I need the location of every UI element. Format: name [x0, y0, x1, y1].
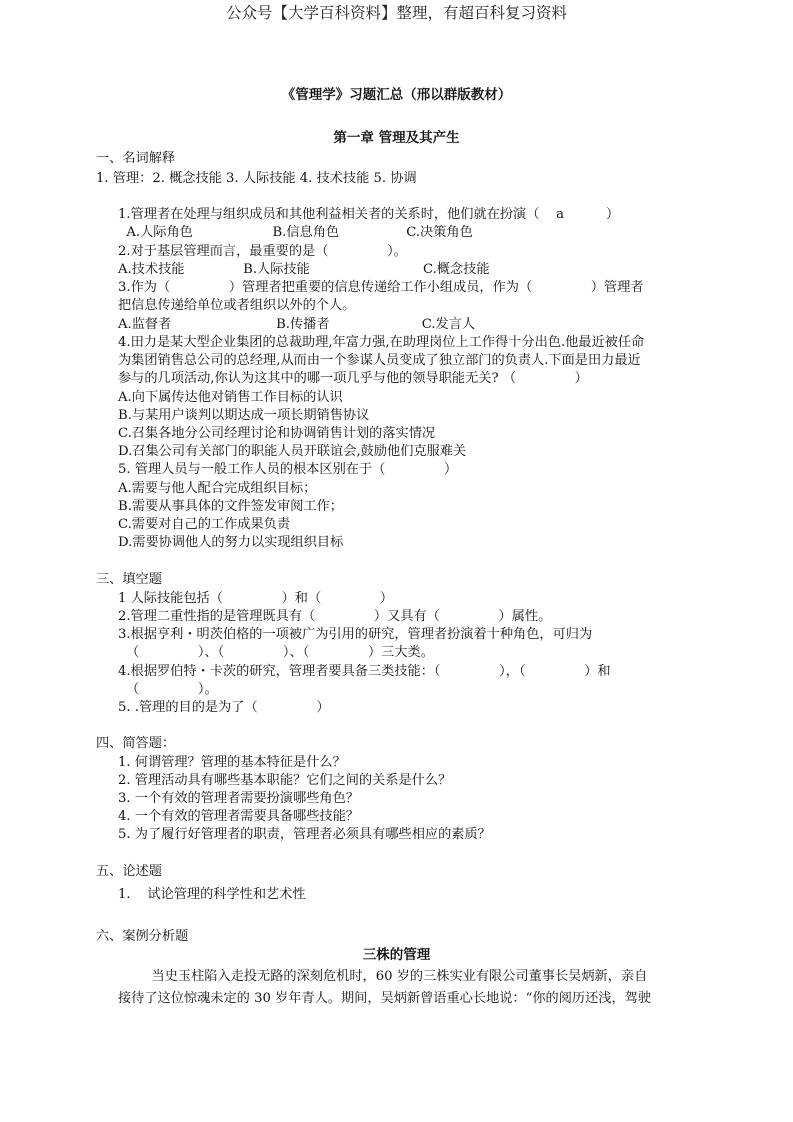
- mc-line: A.技术技能 B.人际技能 C.概念技能: [118, 262, 490, 277]
- case-paragraph-line: 接待了这位惊魂未定的 30 岁年青人。期间，吴炳新曾语重心长地说：“你的阅历还浅，驾驶: [118, 991, 652, 1006]
- mc-line: A.需要与他人配合完成组织目标；: [118, 481, 317, 496]
- mc-line: 参与的几项活动,你认为这其中的哪一项几乎与他的领导职能无关? （ ）: [118, 371, 588, 386]
- mc-line: A.向下属传达他对销售工作目标的认识: [118, 390, 343, 405]
- case-paragraph-line: 当史玉柱陷入走投无路的深刻危机时，60 岁的三株实业有限公司董事长吴炳新，亲自: [118, 969, 648, 984]
- fill-line: 4.根据罗伯特・卡茨的研究，管理者要具备三类技能：（ ），（ ）和: [118, 664, 611, 679]
- essay-line: 1. 试论管理的科学性和艺术性: [118, 887, 306, 902]
- short-answer-line: 4. 一个有效的管理者需要具备哪些技能？: [118, 809, 359, 824]
- page-header: 公众号【大学百科资料】整理，有超百科复习资料: [225, 4, 567, 22]
- section-heading-essay: 五、论述题: [96, 864, 162, 879]
- section-heading-fill: 三、填空题: [96, 572, 162, 587]
- mc-line: 5. 管理人员与一般工作人员的根本区别在于（ ）: [118, 462, 458, 477]
- fill-line: 5. .管理的目的是为了（ ）: [118, 700, 330, 715]
- short-answer-line: 3. 一个有效的管理者需要扮演哪些角色？: [118, 791, 359, 806]
- mc-line: 3.作为（ ）管理者把重要的信息传递给工作小组成员，作为（ ）管理者: [118, 280, 644, 295]
- short-answer-line: 1. 何谓管理？管理的基本特征是什么？: [118, 755, 346, 770]
- mc-line: B.与某用户谈判以期达成一项长期销售协议: [118, 408, 370, 423]
- mc-line: D.召集公司有关部门的职能人员开联谊会,鼓励他们克服难关: [118, 444, 467, 459]
- mc-line: 把信息传递给单位或者组织以外的个人。: [118, 298, 356, 313]
- mc-line: C.需要对自己的工作成果负责: [118, 517, 291, 532]
- fill-line: 1 人际技能包括（ ）和（ ）: [118, 591, 394, 606]
- mc-line: 4.田力是某大型企业集团的总裁助理,年富力强,在助理岗位上工作得十分出色.他最近被任命: [118, 335, 645, 350]
- fill-line: 3.根据亨利・明茨伯格的一项被广为引用的研究，管理者扮演着十种角色，可归为: [118, 627, 593, 642]
- mc-line: 1.管理者在处理与组织成员和其他利益相关者的关系时，他们就在扮演（ a ）: [118, 207, 620, 222]
- short-answer-line: 5. 为了履行好管理者的职责，管理者必须具有哪些相应的素质？: [118, 827, 491, 842]
- terms-list: 1. 管理：2. 概念技能 3. 人际技能 4. 技术技能 5. 协调: [96, 171, 417, 186]
- mc-line: 为集团销售总公司的总经理,从而由一个参谋人员变成了独立部门的负责人.下面是田力最近: [118, 353, 641, 368]
- section-heading-terms: 一、名词解释: [96, 151, 176, 166]
- document-title: 《管理学》习题汇总（邢以群版教材）: [281, 87, 512, 103]
- section-heading-case: 六、案例分析题: [96, 929, 189, 944]
- short-answer-line: 2. 管理活动具有哪些基本职能？它们之间的关系是什么？: [118, 773, 452, 788]
- fill-line: （ ）、（ ）、（ ）三大类。: [126, 645, 434, 660]
- fill-line: 2.管理二重性指的是管理既具有（ ）又具有（ ）属性。: [118, 609, 552, 624]
- mc-line: D.需要协调他人的努力以实现组织目标: [118, 535, 344, 550]
- mc-line: 2.对于基层管理而言，最重要的是（ ）。: [118, 244, 407, 259]
- fill-line: （ ）。: [126, 682, 218, 697]
- mc-line: C.召集各地分公司经理讨论和协调销售计划的落实情况: [118, 426, 436, 441]
- mc-line: A.监督者 B.传播者 C.发言人: [118, 317, 476, 332]
- mc-line: B.需要从事具体的文件签发审阅工作；: [118, 499, 343, 514]
- chapter-title: 第一章 管理及其产生: [333, 130, 460, 146]
- case-title: 三株的管理: [362, 947, 431, 963]
- section-heading-short-answer: 四、简答题：: [96, 736, 176, 751]
- mc-line: A.人际角色 B.信息角色 C.决策角色: [118, 225, 473, 240]
